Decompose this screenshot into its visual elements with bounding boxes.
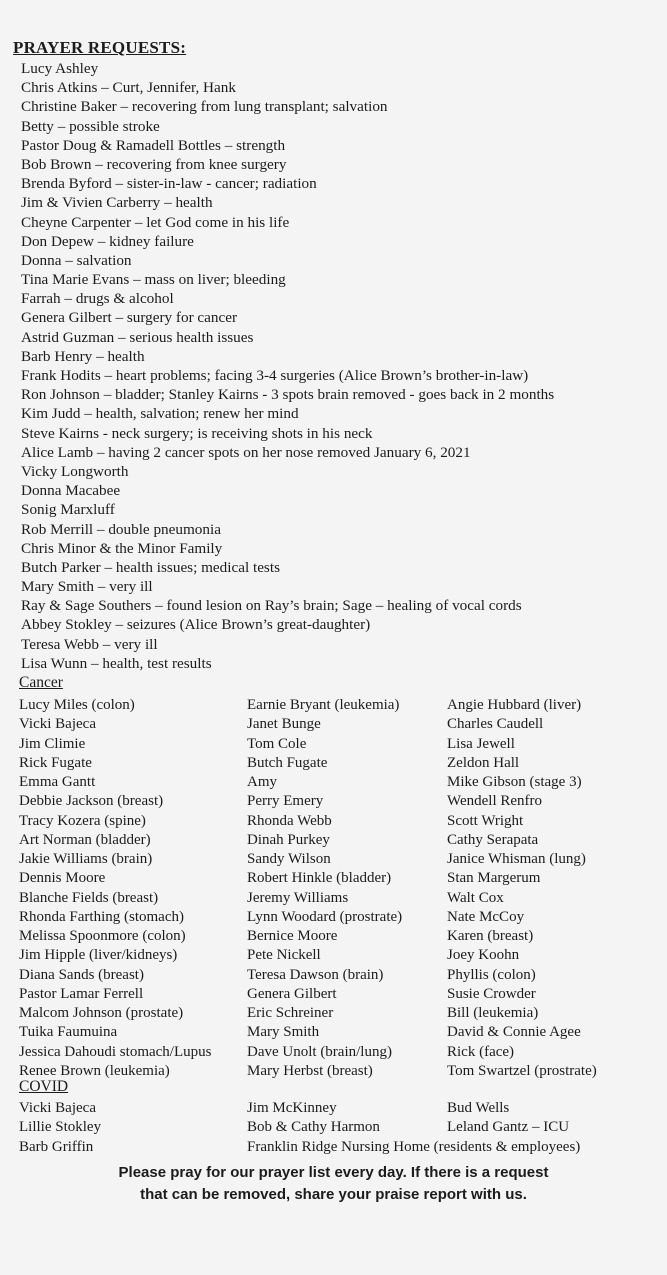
cancer-name-entry: Janet Bunge: [247, 716, 321, 733]
cancer-name-entry: Mike Gibson (stage 3): [447, 774, 582, 790]
cancer-name-entry: Pete Nickell: [247, 947, 321, 964]
cancer-section-title: Cancer: [19, 674, 63, 691]
cancer-row: [19, 754, 662, 773]
cancer-name-entry: Jakie Williams (brain): [19, 851, 153, 867]
cancer-name-entry: Rhonda Farthing (stomach): [19, 908, 184, 925]
cancer-row: [19, 715, 662, 734]
cancer-name-entry: Jim Hipple (liver/kidneys): [19, 947, 178, 964]
cancer-name-entry: Jim Climie: [19, 735, 86, 752]
cancer-row: [19, 966, 662, 985]
prayer-request-item: Tina Marie Evans – mass on liver; bleeding: [21, 271, 286, 289]
prayer-request-item: Frank Hodits – heart problems; facing 3-4 surgeries (Alice Brown’s brother-in-law): [21, 367, 529, 384]
cancer-name-entry: Walt Cox: [447, 889, 504, 906]
prayer-request-item: Chris Minor & the Minor Family: [21, 539, 223, 557]
prayer-request-item: Barb Henry – health: [21, 347, 145, 365]
prayer-request-item: Brenda Byford – sister-in-law - cancer; radiation: [21, 175, 317, 193]
cancer-name-entry: Dennis Moore: [19, 870, 106, 887]
cancer-name-entry: Rick Fugate: [19, 754, 92, 771]
cancer-name-entry: Bill (leukemia): [447, 1005, 539, 1021]
cancer-row: [19, 773, 662, 792]
cancer-row: [19, 1062, 662, 1081]
prayer-request-item: Ron Johnson – bladder; Stanley Kairns - 3 spots brain removed - goes back in 2 months: [21, 386, 555, 404]
cancer-name-entry: Renee Brown (leukemia): [19, 1062, 170, 1079]
cancer-name-entry: Bernice Moore: [247, 928, 338, 944]
cancer-row: [19, 850, 662, 869]
covid-section-title: COVID: [19, 1078, 69, 1095]
cancer-name-entry: Dave Unolt (brain/lung): [247, 1043, 392, 1060]
cancer-name-entry: Phyllis (colon): [447, 966, 536, 983]
cancer-name-entry: Melissa Spoonmore (colon): [19, 928, 186, 944]
prayer-request-item: Christine Baker – recovering from lung transplant; salvation: [21, 98, 388, 116]
cancer-row: [19, 869, 662, 888]
covid-name-entry: Jim McKinney: [247, 1100, 337, 1116]
prayer-request-item: Betty – possible stroke: [21, 117, 160, 135]
cancer-name-entry: Debbie Jackson (breast): [19, 793, 164, 810]
cancer-row: [19, 985, 662, 1004]
cancer-name-entry: Robert Hinkle (bladder): [247, 870, 392, 887]
cancer-name-entry: Tom Cole: [247, 735, 307, 752]
cancer-name-entry: Jeremy Williams: [247, 889, 349, 906]
covid-name-entry: [447, 1138, 662, 1157]
cancer-name-entry: Blanche Fields (breast): [19, 889, 159, 906]
cancer-name-entry: Lisa Jewell: [447, 735, 515, 752]
cancer-name-entry: Rhonda Webb: [247, 812, 332, 829]
cancer-name-entry: Zeldon Hall: [447, 754, 520, 771]
cancer-list: [19, 696, 662, 1081]
cancer-name-entry: Perry Emery: [247, 793, 324, 810]
cancer-name-entry: Vicki Bajeca: [19, 716, 96, 733]
cancer-name-entry: Tuika Faumuina: [19, 1024, 118, 1041]
cancer-name-entry: Angie Hubbard (liver): [447, 697, 582, 713]
footer-line-1: Please pray for our prayer list every day. If there is a request: [118, 1164, 549, 1181]
cancer-name-entry: Dinah Purkey: [247, 831, 330, 848]
prayer-request-item: Steve Kairns - neck surgery; is receiving shots in his neck: [21, 424, 373, 442]
prayer-request-item: Kim Judd – health, salvation; renew her mind: [21, 405, 299, 423]
prayer-request-list: [21, 59, 554, 673]
cancer-row: [19, 792, 662, 811]
prayer-request-item: Astrid Guzman – serious health issues: [21, 328, 254, 346]
prayer-request-item: Abbey Stokley – seizures (Alice Brown’s great-daughter): [21, 616, 371, 634]
cancer-name-entry: Diana Sands (breast): [19, 966, 144, 983]
cancer-name-entry: Pastor Lamar Ferrell: [19, 985, 144, 1002]
cancer-name-entry: Mary Herbst (breast): [247, 1062, 373, 1079]
cancer-name-entry: Tracy Kozera (spine): [19, 812, 146, 829]
prayer-requests-heading: PRAYER REQUESTS:: [13, 38, 187, 57]
cancer-row: [19, 927, 662, 946]
cancer-name-entry: Wendell Renfro: [447, 793, 543, 810]
cancer-name-entry: Cathy Serapata: [447, 831, 539, 848]
cancer-row: [19, 1023, 662, 1042]
prayer-request-item: Donna Macabee: [21, 482, 121, 500]
cancer-name-entry: Malcom Johnson (prostate): [19, 1005, 184, 1021]
footer-note: [0, 1162, 667, 1206]
prayer-request-item: Vicky Longworth: [21, 462, 129, 480]
cancer-name-entry: Amy: [247, 774, 277, 790]
prayer-request-item: Bob Brown – recovering from knee surgery: [21, 155, 287, 173]
cancer-name-entry: David & Connie Agee: [447, 1024, 581, 1041]
cancer-row: [19, 696, 662, 715]
prayer-request-item: Sonig Marxluff: [21, 501, 115, 519]
cancer-name-entry: Lucy Miles (colon): [19, 697, 135, 713]
cancer-name-entry: Eric Schreiner: [247, 1005, 334, 1021]
cancer-row: [19, 831, 662, 850]
cancer-name-entry: Art Norman (bladder): [19, 831, 151, 848]
cancer-name-entry: Nate McCoy: [447, 908, 525, 925]
cancer-name-entry: Genera Gilbert: [247, 985, 337, 1002]
covid-row: [19, 1138, 662, 1157]
cancer-name-entry: Susie Crowder: [447, 985, 536, 1002]
cancer-row: [19, 889, 662, 908]
cancer-row: [19, 908, 662, 927]
prayer-request-item: Chris Atkins – Curt, Jennifer, Hank: [21, 79, 236, 97]
prayer-request-item: Ray & Sage Southers – found lesion on Ray’s brain; Sage – healing of vocal cords: [21, 597, 522, 615]
cancer-name-entry: Teresa Dawson (brain): [247, 966, 384, 983]
cancer-name-entry: Sandy Wilson: [247, 851, 331, 867]
cancer-name-entry: Janice Whisman (lung): [447, 851, 586, 867]
covid-row: [19, 1118, 662, 1137]
prayer-request-item: Teresa Webb – very ill: [21, 635, 158, 653]
cancer-name-entry: Joey Koohn: [447, 947, 520, 964]
footer-line-2: that can be removed, share your praise report with us.: [140, 1186, 527, 1203]
cancer-name-entry: Jessica Dahoudi stomach/Lupus: [19, 1043, 212, 1060]
cancer-name-entry: Stan Margerum: [447, 870, 541, 887]
cancer-row: [19, 1043, 662, 1062]
covid-row: [19, 1099, 662, 1118]
cancer-name-entry: Emma Gantt: [19, 774, 96, 790]
cancer-name-entry: Rick (face): [447, 1043, 515, 1060]
covid-name-entry: Leland Gantz – ICU: [447, 1119, 570, 1136]
covid-list: [19, 1099, 662, 1157]
cancer-name-entry: Earnie Bryant (leukemia): [247, 697, 400, 713]
prayer-request-item: Genera Gilbert – surgery for cancer: [21, 309, 238, 327]
cancer-name-entry: Mary Smith: [247, 1024, 320, 1041]
cancer-row: [19, 946, 662, 965]
prayer-request-item: Alice Lamb – having 2 cancer spots on her nose removed January 6, 2021: [21, 443, 471, 461]
cancer-name-entry: Tom Swartzel (prostrate): [447, 1062, 597, 1079]
cancer-row: [19, 812, 662, 831]
cancer-name-entry: Karen (breast): [447, 928, 534, 944]
prayer-request-item: Rob Merrill – double pneumonia: [21, 520, 221, 538]
cancer-name-entry: Lynn Woodard (prostrate): [247, 908, 403, 925]
prayer-request-item: Butch Parker – health issues; medical tests: [21, 558, 280, 576]
cancer-name-entry: Butch Fugate: [247, 754, 328, 771]
covid-name-entry: Franklin Ridge Nursing Home (residents & employees): [247, 1138, 581, 1155]
covid-name-entry: Bud Wells: [447, 1100, 510, 1116]
prayer-request-item: Lucy Ashley: [21, 60, 99, 77]
cancer-name-entry: Scott Wright: [447, 812, 524, 829]
prayer-request-item: Mary Smith – very ill: [21, 578, 153, 596]
prayer-request-item: Jim & Vivien Carberry – health: [21, 194, 213, 212]
covid-name-entry: Barb Griffin: [19, 1138, 94, 1155]
covid-name-entry: Bob & Cathy Harmon: [247, 1119, 380, 1136]
prayer-request-item: Pastor Doug & Ramadell Bottles – strength: [21, 136, 286, 154]
prayer-request-item: Farrah – drugs & alcohol: [21, 290, 174, 308]
covid-name-entry: Lillie Stokley: [19, 1119, 102, 1136]
prayer-request-item: Donna – salvation: [21, 251, 132, 269]
cancer-row: [19, 1004, 662, 1023]
prayer-request-item: Cheyne Carpenter – let God come in his life: [21, 213, 290, 231]
cancer-name-entry: Charles Caudell: [447, 716, 544, 733]
prayer-request-item: Lisa Wunn – health, test results: [21, 654, 212, 672]
cancer-row: [19, 735, 662, 754]
covid-name-entry: Vicki Bajeca: [19, 1100, 96, 1116]
prayer-request-item: Don Depew – kidney failure: [21, 232, 194, 250]
